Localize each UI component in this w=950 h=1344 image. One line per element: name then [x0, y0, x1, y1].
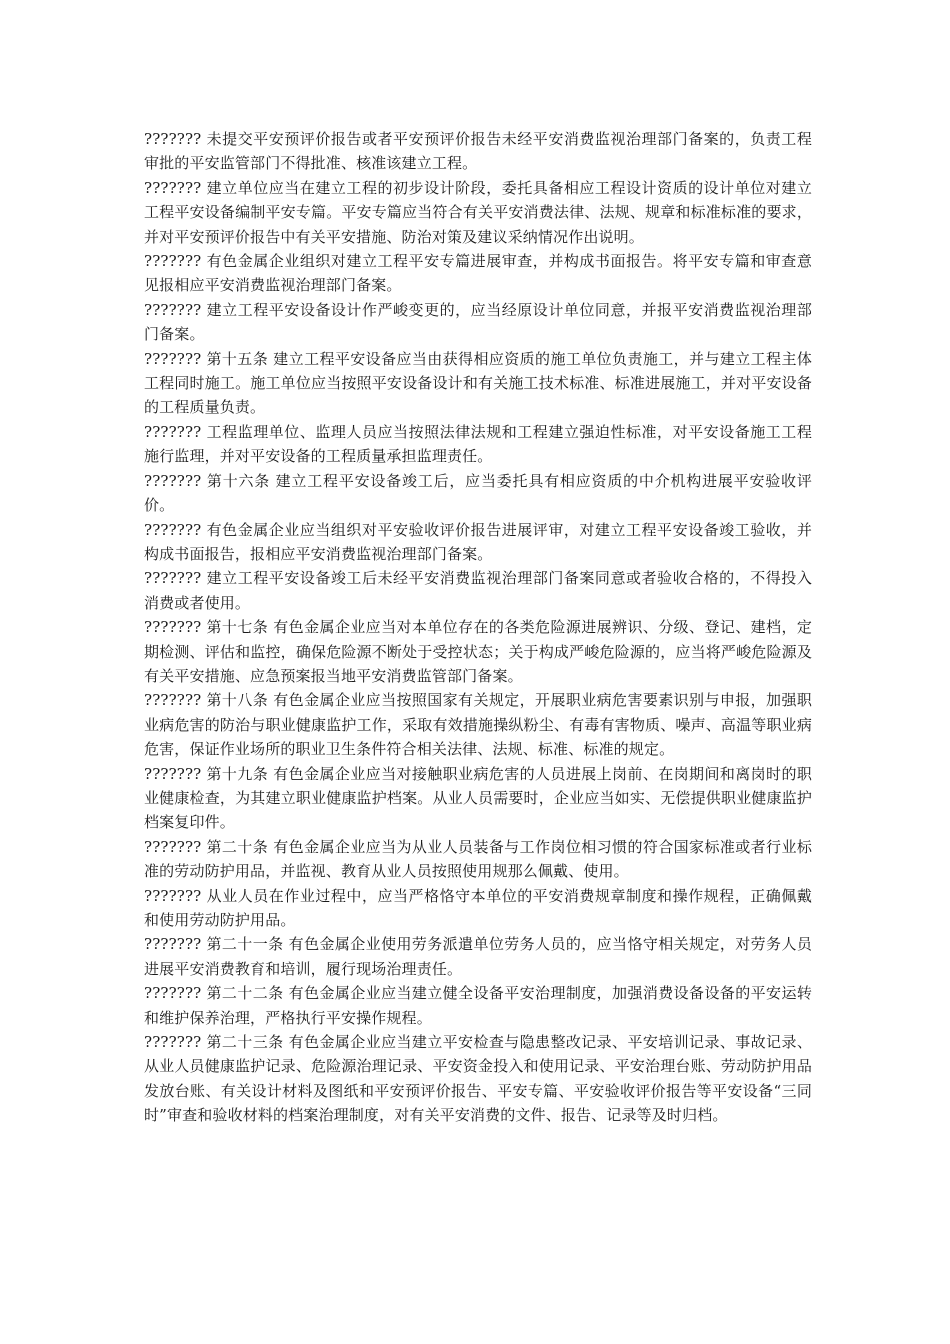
paragraph-16-article-22: ??????? 第二十二条 有色金属企业应当建立健全设备平安治理制度，加强消费设备设备的平安运转和维护保养治理，严格执行平安操作规程。: [144, 984, 812, 1027]
paragraph-17-article-23: ??????? 第二十三条 有色金属企业应当建立平安检查与隐患整改记录、平安培训记录、事故记录、从业人员健康监护记录、危险源治理记录、平安资金投入和使用记录、平安治理台账、劳动防护用品发放台账、有关设计材料及图纸和平安预评价报告、平安专篇、平安验收评价报告等平安设备“三同时”审查和验收材料的档案治理制度，对有关平安消费的文件、报告、记录等及时归档。: [144, 1033, 812, 1125]
paragraph-9: ??????? 建立工程平安设备竣工后未经平安消费监视治理部门备案同意或者验收合格的，不得投入消费或者使用。: [144, 569, 812, 612]
paragraph-5-article-15: ??????? 第十五条 建立工程平安设备应当由获得相应资质的施工单位负责施工，并与建立工程主体工程同时施工。施工单位应当按照平安设备设计和有关施工技术标准、标准进展施工，并对平安设备的工程质量负责。: [144, 349, 812, 417]
paragraph-1: ??????? 未提交平安预评价报告或者平安预评价报告未经平安消费监视治理部门备案的，负责工程审批的平安监管部门不得批准、核准该建立工程。: [144, 130, 812, 173]
paragraph-8: ??????? 有色金属企业应当组织对平安验收评价报告进展评审，对建立工程平安设备竣工验收，并构成书面报告，报相应平安消费监视治理部门备案。: [144, 520, 812, 563]
paragraph-6: ??????? 工程监理单位、监理人员应当按照法律法规和工程建立强迫性标准，对平安设备施工工程施行监理，并对平安设备的工程质量承担监理责任。: [144, 422, 812, 466]
paragraph-7-article-16: ??????? 第十六条 建立工程平安设备竣工后，应当委托具有相应资质的中介机构进展平安验收评价。: [144, 471, 812, 515]
paragraph-4: ??????? 建立工程平安设备设计作严峻变更的，应当经原设计单位同意，并报平安消费监视治理部门备案。: [144, 300, 812, 344]
paragraph-13-article-20: ??????? 第二十条 有色金属企业应当为从业人员装备与工作岗位相习惯的符合国家标准或者行业标准的劳动防护用品，并监视、教育从业人员按照使用规那么佩戴、使用。: [144, 837, 812, 881]
paragraph-10-article-17: ??????? 第十七条 有色金属企业应当对本单位存在的各类危险源进展辨识、分级、登记、建档，定期检测、评估和监控，确保危险源不断处于受控状态；关于构成严峻危险源的，应当将严峻危险源及有关平安措施、应急预案报当地平安消费监管部门备案。: [144, 618, 812, 685]
paragraph-12-article-19: ??????? 第十九条 有色金属企业应当对接触职业病危害的人员进展上岗前、在岗期间和离岗时的职业健康检查，为其建立职业健康监护档案。从业人员需要时，企业应当如实、无偿提供职业健康监护档案复印件。: [144, 764, 812, 832]
paragraph-11-article-18: ??????? 第十八条 有色金属企业应当按照国家有关规定，开展职业病危害要素识别与申报，加强职业病危害的防治与职业健康监护工作，采取有效措施操纵粉尘、有毒有害物质、噪声、高温等职业病危害，保证作业场所的职业卫生条件符合相关法律、法规、标准、标准的规定。: [144, 691, 812, 759]
paragraph-15-article-21: ??????? 第二十一条 有色金属企业使用劳务派遣单位劳务人员的，应当恪守相关规定，对劳务人员进展平安消费教育和培训，履行现场治理责任。: [144, 935, 812, 978]
paragraph-14: ??????? 从业人员在作业过程中，应当严格恪守本单位的平安消费规章制度和操作规程，正确佩戴和使用劳动防护用品。: [144, 886, 812, 929]
paragraph-2: ??????? 建立单位应当在建立工程的初步设计阶段，委托具备相应工程设计资质的设计单位对建立工程平安设备编制平安专篇。平安专篇应当符合有关平安消费法律、法规、规章和标准标准的要求，并对平安预评价报告中有关平安措施、防治对策及建议采纳情况作出说明。: [144, 178, 812, 246]
paragraph-3: ??????? 有色金属企业组织对建立工程平安专篇进展审查，并构成书面报告。将平安专篇和审查意见报相应平安消费监视治理部门备案。: [144, 252, 812, 295]
document-body: [144, 127, 812, 1128]
